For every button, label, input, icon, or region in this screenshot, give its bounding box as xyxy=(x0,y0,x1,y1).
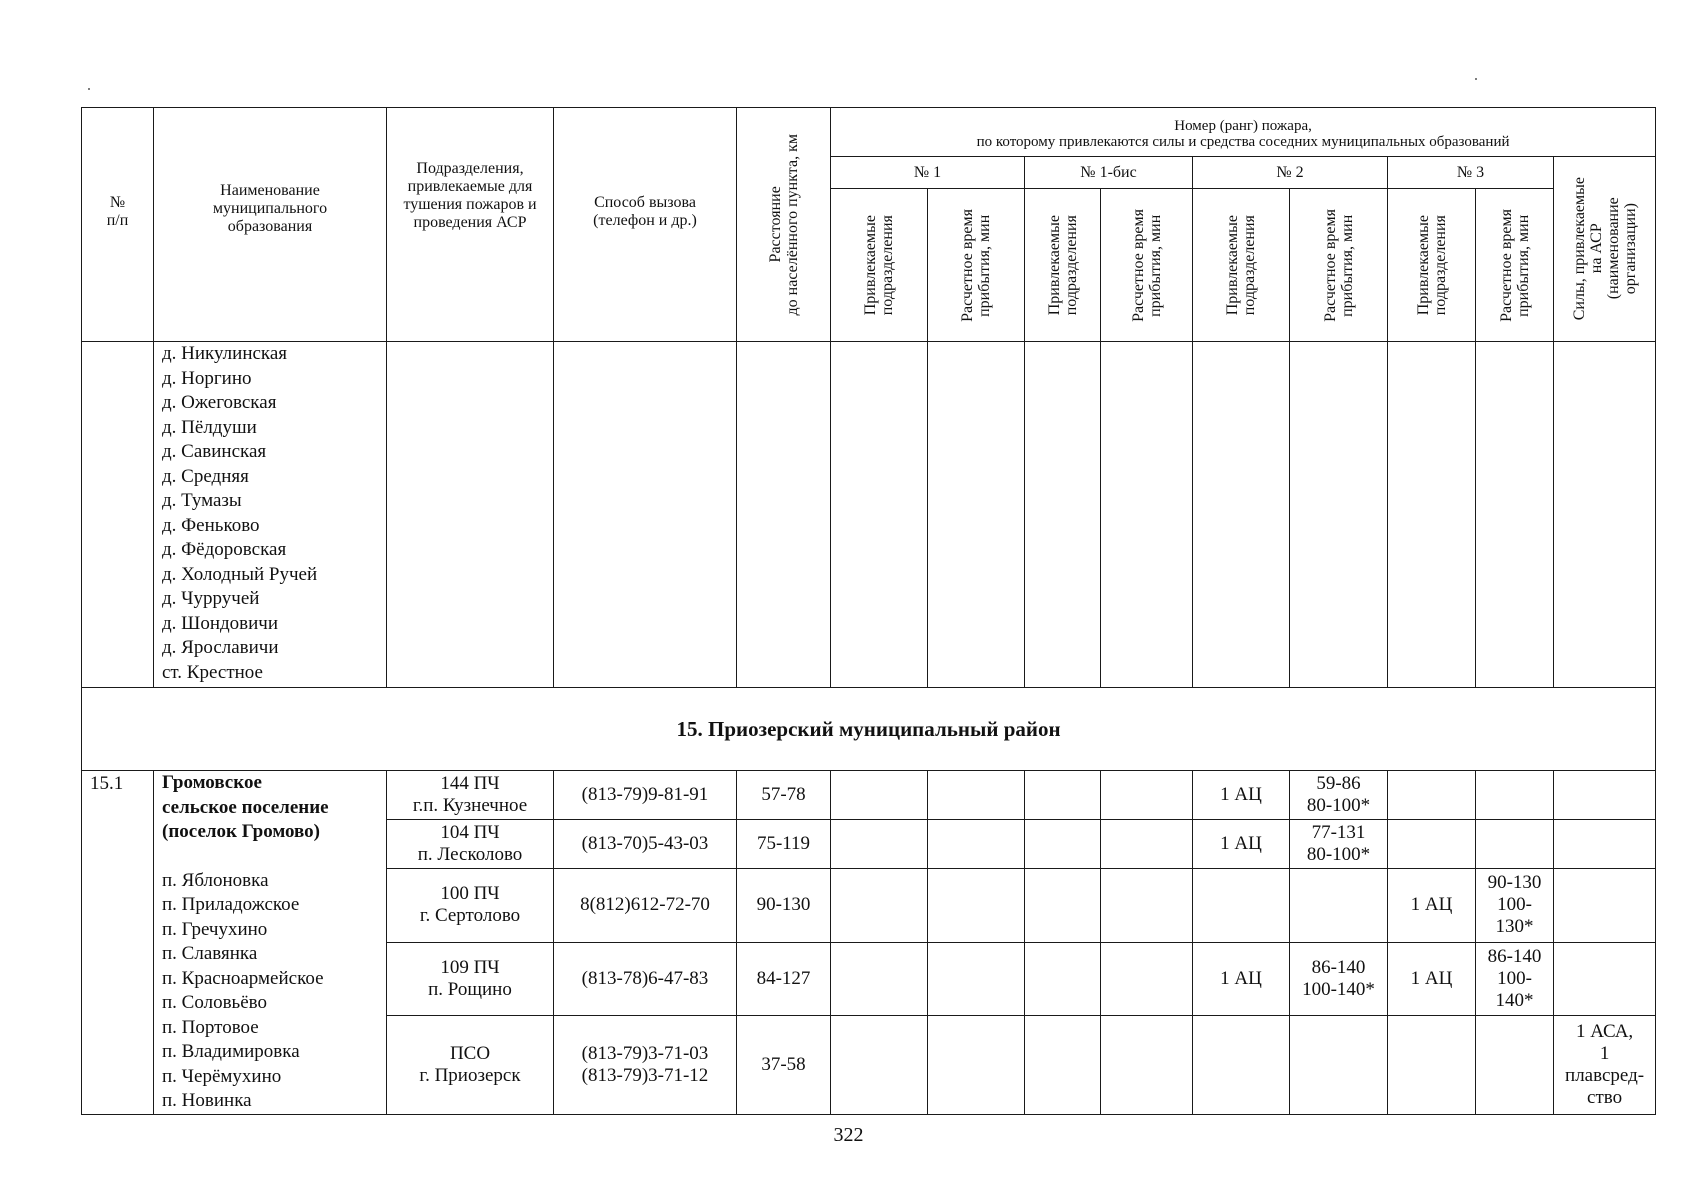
text-line: ПСО xyxy=(449,1042,491,1064)
settlement-name: д. Савинская xyxy=(162,441,267,462)
empty-cell xyxy=(1101,1016,1193,1114)
rank3-time-cell xyxy=(1476,820,1554,869)
rank2-units-cell xyxy=(1193,869,1290,943)
text-line: п. Гречухино xyxy=(162,918,268,940)
text-line: 8(812)612-72-70 xyxy=(580,894,710,916)
rank2-time-cell xyxy=(1290,820,1388,869)
settlement-name: д. Никулинская xyxy=(162,343,288,364)
empty-cell xyxy=(1476,342,1554,688)
empty-cell xyxy=(1101,342,1193,688)
rank2-time-cell xyxy=(1290,869,1388,943)
text-line: п. Рощино xyxy=(428,979,512,1001)
header-rank-3: № 3 xyxy=(1388,157,1554,189)
empty-cell xyxy=(1101,869,1193,943)
rank3-time-cell xyxy=(1476,942,1554,1016)
distance-cell: 57-78 xyxy=(737,771,831,820)
text-line: 80-100* xyxy=(1306,795,1371,817)
rank2-time-cell xyxy=(1290,771,1388,820)
section-title: 15. Приозерский муниципальный район xyxy=(82,688,1656,771)
subheader-units: Привлекаемые подразделения xyxy=(1025,189,1101,342)
text-line: 140* xyxy=(1495,990,1534,1012)
empty-cell xyxy=(1388,342,1476,688)
spacer xyxy=(162,845,386,869)
header-call: Способ вызова (телефон и др.) xyxy=(554,108,737,342)
text-line: п. Яблоновка xyxy=(162,869,269,891)
header-asr: Силы, привлекаемые на АСР (наименование организации) xyxy=(1554,157,1656,342)
rank3-time-cell xyxy=(1476,1016,1554,1114)
empty-cell xyxy=(1025,942,1101,1016)
empty-cell xyxy=(1101,820,1193,869)
distance-cell: 90-130 xyxy=(737,869,831,943)
empty-cell xyxy=(928,342,1025,688)
text-line: 100 ПЧ xyxy=(440,883,500,905)
rank3-time-cell xyxy=(1476,869,1554,943)
text-line: п. Новинка xyxy=(162,1090,252,1111)
unit-cell xyxy=(387,869,554,943)
text-line: 1 xyxy=(1599,1042,1610,1064)
text-line: п. Владимировка xyxy=(162,1041,300,1062)
text-line: 1 АСА, xyxy=(1575,1020,1634,1042)
subheader-time: Расчетное время прибытия, мин xyxy=(1101,189,1193,342)
scan-speck xyxy=(1475,78,1477,80)
asr-cell xyxy=(1554,942,1656,1016)
empty-cell xyxy=(737,342,831,688)
settlement-name: д. Фёдоровская xyxy=(162,539,287,560)
unit-cell xyxy=(387,820,554,869)
text-line: ство xyxy=(1587,1086,1623,1108)
empty-cell xyxy=(928,1016,1025,1114)
text-line: (813-79)3-71-12 xyxy=(581,1064,709,1086)
text-line: 77-131 xyxy=(1311,822,1366,844)
text-line: г. Приозерск xyxy=(419,1064,521,1086)
phone-cell xyxy=(554,869,737,943)
table-row xyxy=(82,771,1656,820)
text-line: сельское поселение xyxy=(162,796,329,818)
rank3-units-cell xyxy=(1388,820,1476,869)
header-rank: Номер (ранг) пожара, по которому привлекаются силы и средства соседних муниципальных образований xyxy=(831,108,1656,157)
rank3-units-cell: 1 АЦ xyxy=(1388,942,1476,1016)
empty-cell xyxy=(928,869,1025,943)
text-line: (813-70)5-43-03 xyxy=(581,833,709,855)
scan-speck xyxy=(88,88,90,90)
text-line: п. Портовое xyxy=(162,1016,259,1038)
rank3-units-cell xyxy=(1388,771,1476,820)
settlement-name: д. Ожеговская xyxy=(162,392,277,413)
header-rank-1: № 1 xyxy=(831,157,1025,189)
text-line: п. Славянка xyxy=(162,943,258,964)
settlement-name: д. Чурручей xyxy=(162,588,260,609)
text-line: п. Черёмухино xyxy=(162,1065,282,1087)
settlement-name: д. Феньково xyxy=(162,514,260,536)
subheader-units: Привлекаемые подразделения xyxy=(1193,189,1290,342)
empty-cell xyxy=(387,342,554,688)
text-line: 86-140 xyxy=(1487,946,1542,968)
empty-cell xyxy=(831,342,928,688)
distance-cell: 84-127 xyxy=(737,942,831,1016)
empty-cell xyxy=(1193,342,1290,688)
settlement-name: ст. Крестное xyxy=(162,661,263,683)
text-line: 100-140* xyxy=(1302,979,1375,1001)
text-line: 144 ПЧ xyxy=(440,773,500,795)
distance-cell: 37-58 xyxy=(737,1016,831,1114)
asr-cell xyxy=(1554,820,1656,869)
rank3-units-cell: 1 АЦ xyxy=(1388,869,1476,943)
text-line: 109 ПЧ xyxy=(440,957,500,979)
phone-cell xyxy=(554,771,737,820)
text-line: г.п. Кузнечное xyxy=(412,795,528,817)
settlement-name: д. Холодный Ручей xyxy=(162,563,318,585)
asr-cell xyxy=(1554,771,1656,820)
rank2-time-cell xyxy=(1290,1016,1388,1114)
text-line: 104 ПЧ xyxy=(440,822,500,844)
empty-cell xyxy=(928,942,1025,1016)
unit-cell xyxy=(387,1016,554,1114)
unit-cell xyxy=(387,942,554,1016)
empty-cell xyxy=(554,342,737,688)
subheader-time: Расчетное время прибытия, мин xyxy=(928,189,1025,342)
text-line: г. Сертолово xyxy=(419,905,521,927)
empty-cell xyxy=(1025,820,1101,869)
settlement-name: д. Ярославичи xyxy=(162,637,279,658)
empty-cell xyxy=(82,342,154,688)
phone-cell xyxy=(554,820,737,869)
empty-cell xyxy=(1025,342,1101,688)
phone-cell xyxy=(554,1016,737,1114)
text-line: 100- xyxy=(1497,894,1532,916)
subheader-units: Привлекаемые подразделения xyxy=(1388,189,1476,342)
rank2-units-cell xyxy=(1193,1016,1290,1114)
rank3-time-cell xyxy=(1476,771,1554,820)
fire-forces-table xyxy=(81,107,1656,1115)
text-line: (поселок Громово) xyxy=(162,821,321,842)
text-line: (813-79)3-71-03 xyxy=(581,1042,709,1064)
asr-cell xyxy=(1554,1016,1656,1114)
empty-cell xyxy=(1101,771,1193,820)
text-line: 130* xyxy=(1495,916,1534,938)
rank2-units-cell: 1 АЦ xyxy=(1193,820,1290,869)
text-line: 86-140 xyxy=(1311,957,1366,979)
text-line: п. Лесколово xyxy=(417,844,523,866)
asr-cell xyxy=(1554,869,1656,943)
unit-cell xyxy=(387,771,554,820)
text-line: 100- xyxy=(1497,968,1532,990)
empty-cell xyxy=(831,1016,928,1114)
header-rank-1bis: № 1-бис xyxy=(1025,157,1193,189)
settlement-name: д. Шондовичи xyxy=(162,612,279,634)
empty-cell xyxy=(831,942,928,1016)
text-line: п. Красноармейское xyxy=(162,967,324,989)
subheader-time: Расчетное время прибытия, мин xyxy=(1476,189,1554,342)
header-distance: Расстояние до населённого пункта, км xyxy=(737,108,831,342)
entry-name xyxy=(154,771,387,1115)
empty-cell xyxy=(1025,1016,1101,1114)
empty-cell xyxy=(928,820,1025,869)
phone-cell xyxy=(554,942,737,1016)
text-line: п. Приладожское xyxy=(162,894,300,915)
settlement-name: д. Тумазы xyxy=(162,490,242,511)
entry-number: 15.1 xyxy=(82,771,154,1115)
header-units: Подразделения, привлекаемые для тушения пожаров и проведения АСР xyxy=(387,108,554,342)
header-num: № п/п xyxy=(82,108,154,342)
empty-cell xyxy=(1025,869,1101,943)
empty-cell xyxy=(831,869,928,943)
rank2-units-cell: 1 АЦ xyxy=(1193,942,1290,1016)
distance-cell: 75-119 xyxy=(737,820,831,869)
empty-cell xyxy=(831,771,928,820)
empty-cell xyxy=(1554,342,1656,688)
text-line: плавсред- xyxy=(1565,1064,1645,1086)
rank3-units-cell xyxy=(1388,1016,1476,1114)
text-line: (813-78)6-47-83 xyxy=(581,968,709,990)
empty-cell xyxy=(1290,342,1388,688)
text-line: 59-86 xyxy=(1316,773,1361,795)
settlements-list xyxy=(154,342,387,688)
text-line: 90-130 xyxy=(1487,872,1542,894)
text-line: (813-79)9-81-91 xyxy=(581,784,709,806)
text-line: п. Соловьёво xyxy=(162,992,267,1013)
header-name: Наименование муниципального образования xyxy=(154,108,387,342)
page-number: 322 xyxy=(833,1124,864,1146)
subheader-time: Расчетное время прибытия, мин xyxy=(1290,189,1388,342)
subheader-units: Привлекаемые подразделения xyxy=(831,189,928,342)
settlement-name: д. Средняя xyxy=(162,465,249,487)
empty-cell xyxy=(1025,771,1101,820)
rank2-units-cell: 1 АЦ xyxy=(1193,771,1290,820)
empty-cell xyxy=(928,771,1025,820)
empty-cell xyxy=(1101,942,1193,1016)
rank2-time-cell xyxy=(1290,942,1388,1016)
empty-cell xyxy=(831,820,928,869)
text-line: Громовское xyxy=(162,772,262,793)
header-rank-2: № 2 xyxy=(1193,157,1388,189)
text-line: 80-100* xyxy=(1306,844,1371,866)
settlement-name: д. Пёлдуши xyxy=(162,416,257,438)
settlement-name: д. Норгино xyxy=(162,367,252,389)
